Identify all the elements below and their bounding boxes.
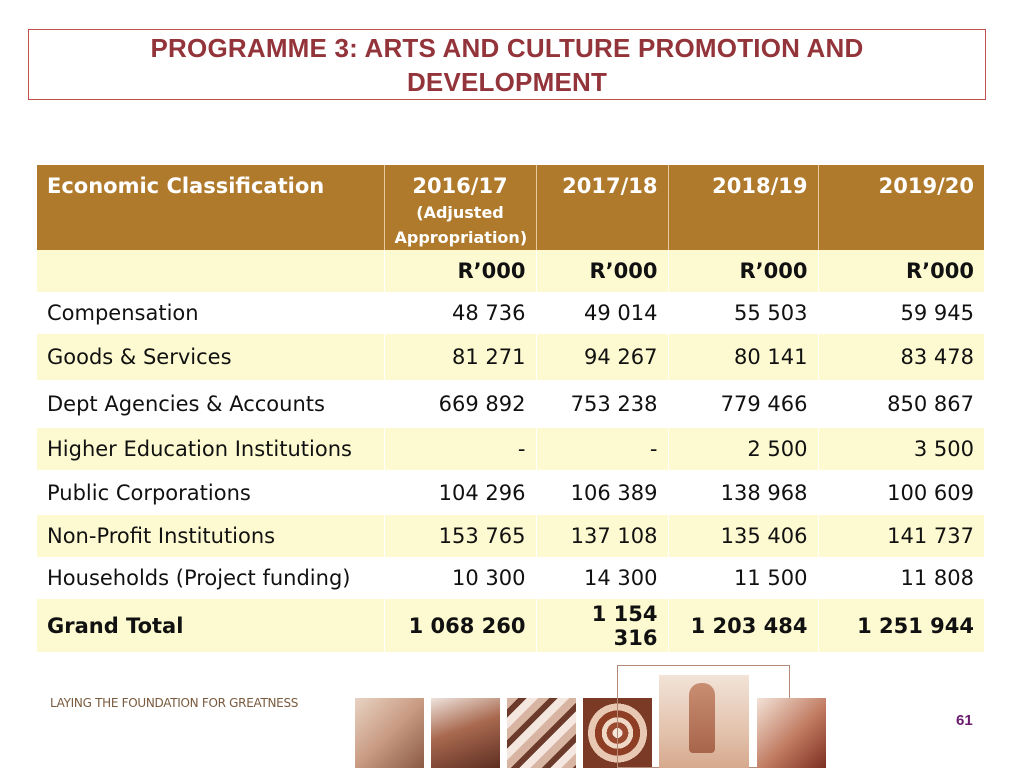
value-cell: 11 808 (900, 566, 974, 590)
row-label: Dept Agencies & Accounts (37, 380, 384, 428)
value-cell: 80 141 (668, 334, 818, 380)
table-row-compensation (37, 292, 984, 334)
value-cell: 94 267 (536, 334, 668, 380)
header-classification: Economic Classification (37, 165, 384, 250)
footer-photo-strip (355, 665, 835, 768)
header-2016-17-sub-2: Appropriation) (394, 228, 528, 247)
value-cell: 14 300 (536, 557, 668, 599)
header-row (37, 165, 984, 250)
family-photo-icon (431, 698, 500, 768)
units-cell: R’000 (818, 250, 984, 292)
table-row-households (37, 557, 984, 599)
table-row-goods-services (37, 334, 984, 380)
header-2016-17-sub-1: (Adjusted (416, 203, 504, 222)
film-strip-photo-icon (507, 698, 576, 768)
value-cell: 48 736 (384, 292, 536, 334)
title-box (28, 29, 986, 100)
header-2016-17-label: 2016/17 (412, 174, 508, 198)
value-cell: 3 500 (818, 428, 984, 470)
ballet-shoe-shape (689, 683, 715, 753)
row-label: Non-Profit Institutions (37, 515, 384, 557)
value-cell: 83 478 (818, 334, 984, 380)
table-row-higher-education (37, 428, 984, 470)
row-label: Compensation (37, 292, 384, 334)
units-cell: R’000 (536, 250, 668, 292)
row-label: Higher Education Institutions (37, 428, 384, 470)
budget-table-container (37, 165, 984, 652)
saxophone-photo-icon (757, 698, 826, 768)
page-title-line-1: PROGRAMME 3: ARTS AND CULTURE PROMOTION AND (150, 32, 864, 63)
value-cell: 753 238 (536, 380, 668, 428)
page-title-line-2: DEVELOPMENT (406, 66, 608, 97)
value-cell: 137 108 (536, 515, 668, 557)
page-number: 61 (956, 712, 973, 729)
total-cell: 1 251 944 (818, 599, 984, 652)
table-row-grand-total (37, 599, 984, 652)
units-row (37, 250, 984, 292)
header-2017-18: 2017/18 (536, 165, 668, 250)
row-label: Public Corporations (37, 470, 384, 515)
header-2019-20: 2019/20 (818, 165, 984, 250)
footer-tagline: LAYING THE FOUNDATION FOR GREATNESS (50, 696, 299, 710)
value-cell: 10 300 (384, 557, 536, 599)
value-cell: 779 466 (668, 380, 818, 428)
value-cell: 669 892 (384, 380, 536, 428)
value-cell: 138 968 (668, 470, 818, 515)
units-cell: R’000 (384, 250, 536, 292)
value-cell: 104 296 (384, 470, 536, 515)
row-label: Households (Project funding) (37, 557, 384, 599)
total-cell: 1 154 316 (536, 599, 668, 652)
value-cell: 135 406 (668, 515, 818, 557)
value-cell: 106 389 (536, 470, 668, 515)
units-cell: R’000 (668, 250, 818, 292)
value-cell: 100 609 (887, 480, 974, 505)
total-cell: 1 203 484 (668, 599, 818, 652)
table-row-non-profit (37, 515, 984, 557)
value-cell: 49 014 (536, 292, 668, 334)
ballet-shoes-photo-icon (659, 675, 749, 768)
value-cell: 59 945 (900, 301, 974, 325)
value-cell: 153 765 (384, 515, 536, 557)
total-cell: 1 068 260 (384, 599, 536, 652)
header-2016-17 (384, 165, 536, 250)
header-2018-19: 2018/19 (668, 165, 818, 250)
budget-table (37, 165, 984, 652)
value-cell: - (536, 428, 668, 470)
value-cell: 141 737 (818, 515, 984, 557)
value-cell: 55 503 (668, 292, 818, 334)
units-blank-cell (37, 250, 384, 292)
table-row-public-corporations (37, 470, 984, 515)
value-cell: 81 271 (384, 334, 536, 380)
value-cell: 850 867 (887, 392, 974, 416)
table-row-dept-agencies (37, 380, 984, 428)
hands-photo-icon (355, 698, 424, 768)
row-label: Grand Total (37, 599, 384, 652)
row-label: Goods & Services (37, 334, 384, 380)
value-cell: - (384, 428, 536, 470)
value-cell: 11 500 (668, 557, 818, 599)
value-cell: 2 500 (668, 428, 818, 470)
